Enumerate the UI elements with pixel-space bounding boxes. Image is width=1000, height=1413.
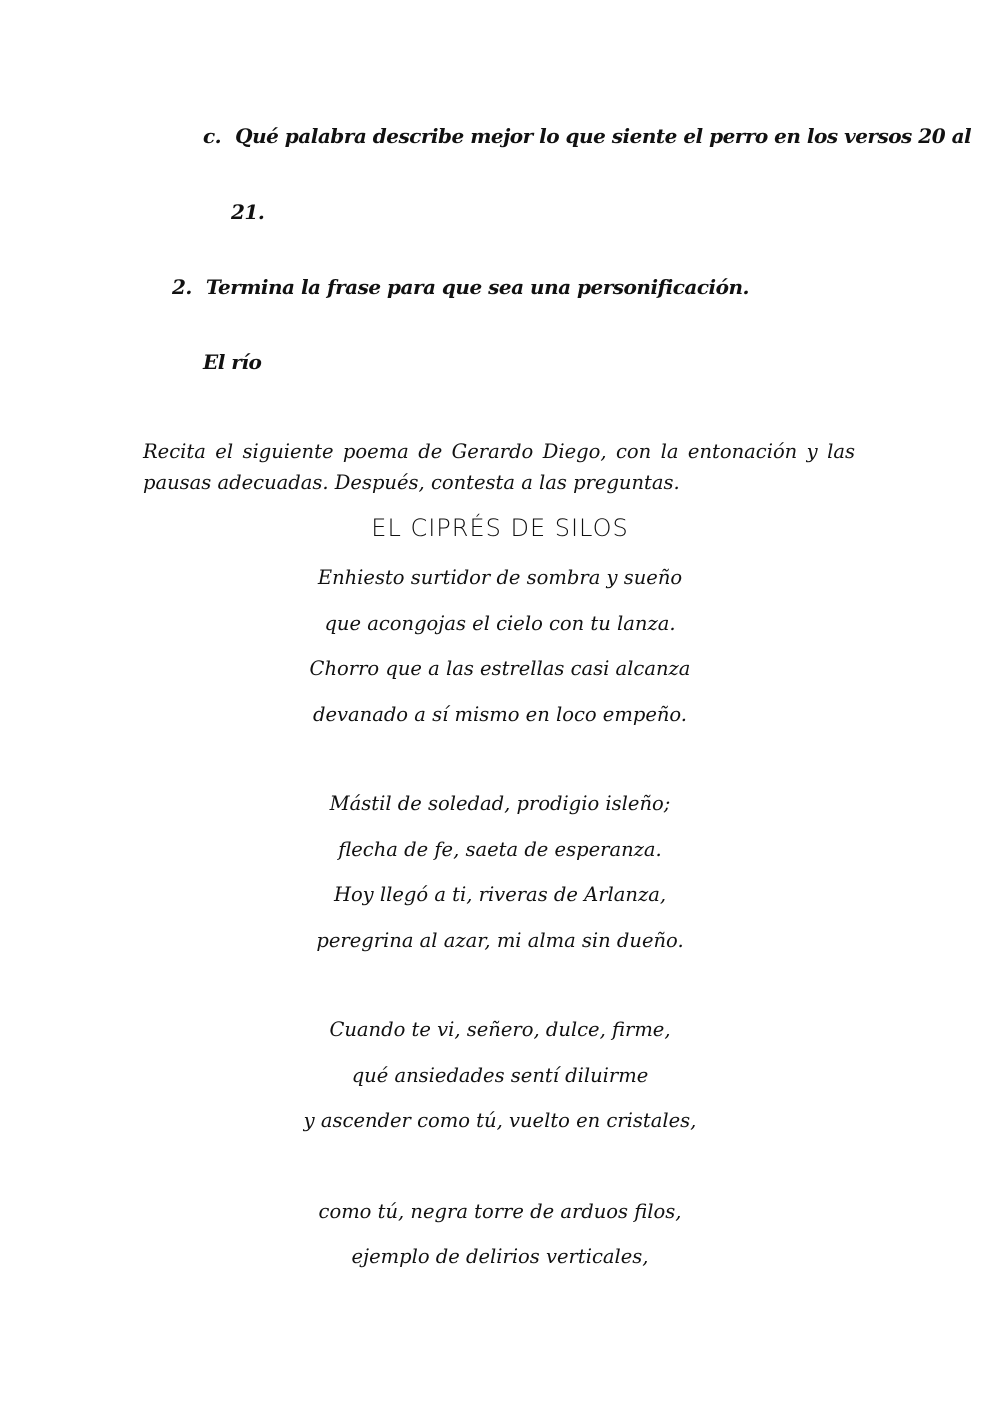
question-2-marker: 2. <box>172 275 192 299</box>
question-c-continuation: 21. <box>231 200 265 224</box>
question-c <box>203 124 971 148</box>
poem-verse: que acongojas el cielo con tu lanza. <box>324 612 676 635</box>
poem-verse: como tú, negra torre de arduos filos, <box>318 1200 682 1223</box>
poem-verse: devanado a sí mismo en loco empeño. <box>312 703 688 726</box>
poem-verse: Mástil de soledad, prodigio isleño; <box>329 792 671 815</box>
poem-verse: Chorro que a las estrellas casi alcanza <box>309 657 691 680</box>
question-c-marker: c. <box>203 124 222 148</box>
poem-verse: flecha de fe, saeta de esperanza. <box>338 838 662 861</box>
instructions-paragraph: Recita el siguiente poema de Gerardo Diego, con la entonación y las pausas adecuadas. Después, contesta a las preguntas. <box>143 440 855 494</box>
poem-verse: Enhiesto surtidor de sombra y sueño <box>317 566 683 589</box>
poem-verse: Hoy llegó a ti, riveras de Arlanza, <box>333 883 667 906</box>
poem-verse: ejemplo de delirios verticales, <box>351 1245 649 1268</box>
answer-prefix: El río <box>203 350 262 374</box>
poem-title: EL CIPRÉS DE SILOS <box>371 514 629 542</box>
poem-verse: qué ansiedades sentí diluirme <box>351 1064 649 1087</box>
question-2-text: Termina la frase para que sea una personificación. <box>205 275 749 299</box>
poem-verse: peregrina al azar, mi alma sin dueño. <box>316 929 684 952</box>
poem-verse: Cuando te vi, señero, dulce, firme, <box>329 1018 671 1041</box>
poem-verse: y ascender como tú, vuelto en cristales, <box>303 1109 697 1132</box>
question-c-text: Qué palabra describe mejor lo que siente el perro en los versos 20 al <box>235 124 972 148</box>
question-2 <box>172 275 749 299</box>
